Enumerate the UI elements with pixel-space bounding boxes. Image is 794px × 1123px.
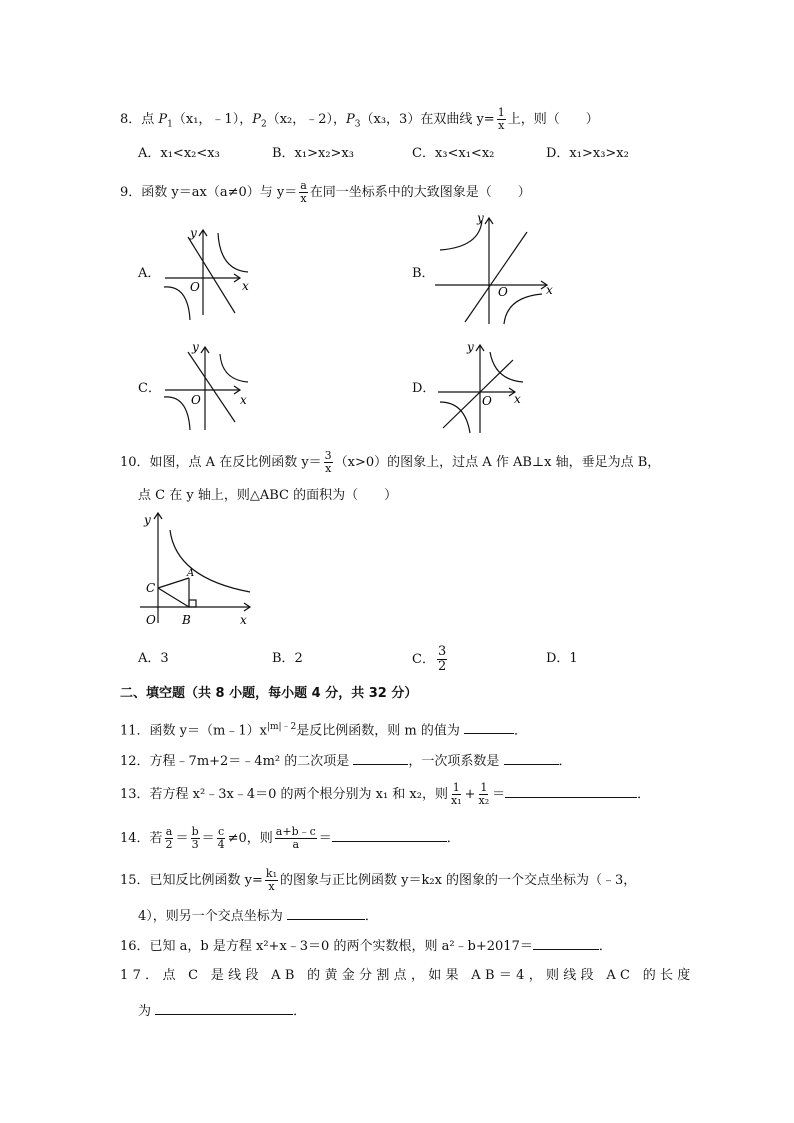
q13-blank[interactable] <box>505 783 637 798</box>
q9-a-x-label: x <box>242 279 249 293</box>
q10-option-a: A．3 <box>138 651 169 666</box>
q9-b-origin: O <box>498 285 508 299</box>
q16-blank[interactable] <box>533 935 599 950</box>
q12-blank-2[interactable] <box>504 750 559 765</box>
q8-option-c: C．x₃<x₁<x₂ <box>412 146 495 161</box>
section2-title: 二、填空题（共 8 小题，每小题 4 分，共 32 分） <box>120 686 418 701</box>
q9-label-a: A． <box>138 266 161 281</box>
q10-line2: 点 C 在 y 轴上，则△ABC 的面积为（ ） <box>138 488 398 503</box>
q9-d-origin: O <box>482 394 492 408</box>
q10-option-c: C． $\frac{3}{2}$ <box>412 644 447 674</box>
q9-b-y-label: y <box>477 211 484 225</box>
q13: 13．若方程 x²﹣3x﹣4＝0 的两个根分别为 x₁ 和 x₂，则 $\frac{1}{\text{x₁}}$ + $\frac{1}{\text{x₂}}$ ＝ ． <box>120 781 651 807</box>
q9-a-y-label: y <box>190 226 197 240</box>
q9-label-b: B． <box>412 266 435 281</box>
q14: 14．若 $\frac{a}{2}$ ＝ $\frac{b}{3}$ ＝ $\frac{c}{4}$ ≠0，则 $\frac{a+b﹣c}{a}$ ＝ ． <box>120 825 460 851</box>
q9-fraction: $\frac{a}{x}$ <box>300 179 307 205</box>
q10-figure <box>140 508 260 628</box>
q9-stem: 9．函数 y＝ax（a≠0）与 y＝ $\frac{a}{x}$ 在同一坐标系中的大致图象是（ ） <box>120 179 531 205</box>
q10-option-d: D．1 <box>546 651 578 666</box>
q10-line1: 10．如图，点 A 在反比例函数 y＝ $\frac{3}{x}$ （x>0）的图象上，过点 A 作 AB⊥x 轴，垂足为点 B， <box>120 449 661 475</box>
q9-label-d: D． <box>412 381 436 396</box>
q8-option-a: A．x₁<x₂<x₃ <box>138 146 220 161</box>
q10-option-b: B．2 <box>272 651 303 666</box>
q9-d-x-label: x <box>514 392 521 406</box>
q12-blank-1[interactable] <box>353 750 408 765</box>
q9-graph-c <box>160 342 260 432</box>
q8-stem: 8．点 $P_1(x_1$，﹣1），$P_2(x_2$，﹣2），$P_3(x_3$，3）在双曲线 y= $\frac{1}{x}$ 上，则（ ） <box>120 106 599 132</box>
q8-option-b: B．x₁>x₂>x₃ <box>272 146 354 161</box>
q9-graph-b <box>432 212 557 327</box>
q9-c-x-label: x <box>240 393 247 407</box>
q9-label-c: C． <box>138 381 161 396</box>
q11: 11．函数 $y=(m﹣1)x^{|m|﹣2}$是反比例函数，则 m 的值为 ． <box>120 718 527 740</box>
q9-b-x-label: x <box>546 283 553 297</box>
q10-fraction: $\frac{3}{x}$ <box>324 449 332 475</box>
q9-graph-a <box>160 225 260 320</box>
q16: 16．已知 a，b 是方程 x²+x﹣3＝0 的两个实数根，则 a²﹣b+2017＝ ． <box>120 935 612 956</box>
q17-blank[interactable] <box>155 1000 293 1015</box>
q11-blank[interactable] <box>464 719 514 734</box>
q10-fig-a: A <box>187 568 195 579</box>
q12: 12．方程﹣7m+2＝﹣4m² 的二次项是 ，一次项系数是 ． <box>120 750 572 771</box>
q9-graph-d <box>435 340 535 435</box>
q10-fig-b: B <box>182 613 191 627</box>
q10-fig-o: O <box>146 613 156 627</box>
q15-blank[interactable] <box>287 905 365 920</box>
q10-fig-c: C <box>146 581 156 595</box>
q9-c-origin: O <box>191 393 201 407</box>
q9-c-y-label: y <box>192 340 199 354</box>
q10-fig-y: y <box>144 513 151 527</box>
q15-line2: 4），则另一个交点坐标为 ． <box>138 905 378 926</box>
q14-blank[interactable] <box>332 827 447 842</box>
q8-fraction: $\frac{1}{x}$ <box>497 106 505 132</box>
q15-line1: 15．已知反比例函数 y= $\frac{\text{k₁}}{x}$ 的图象与正比例函数 y＝k₂x 的图象的一个交点坐标为（﹣3， <box>120 867 637 893</box>
q8-option-d: D．x₁>x₃>x₂ <box>546 146 629 161</box>
q9-d-y-label: y <box>467 340 474 354</box>
q17-line2: 为 ． <box>138 1000 306 1021</box>
q9-a-origin: O <box>190 280 200 294</box>
q10-fig-x: x <box>240 613 247 627</box>
q17-line1: 17．点 C 是线段 AB 的黄金分割点，如果 AB＝4，则线段 AC 的长度 <box>120 968 695 983</box>
